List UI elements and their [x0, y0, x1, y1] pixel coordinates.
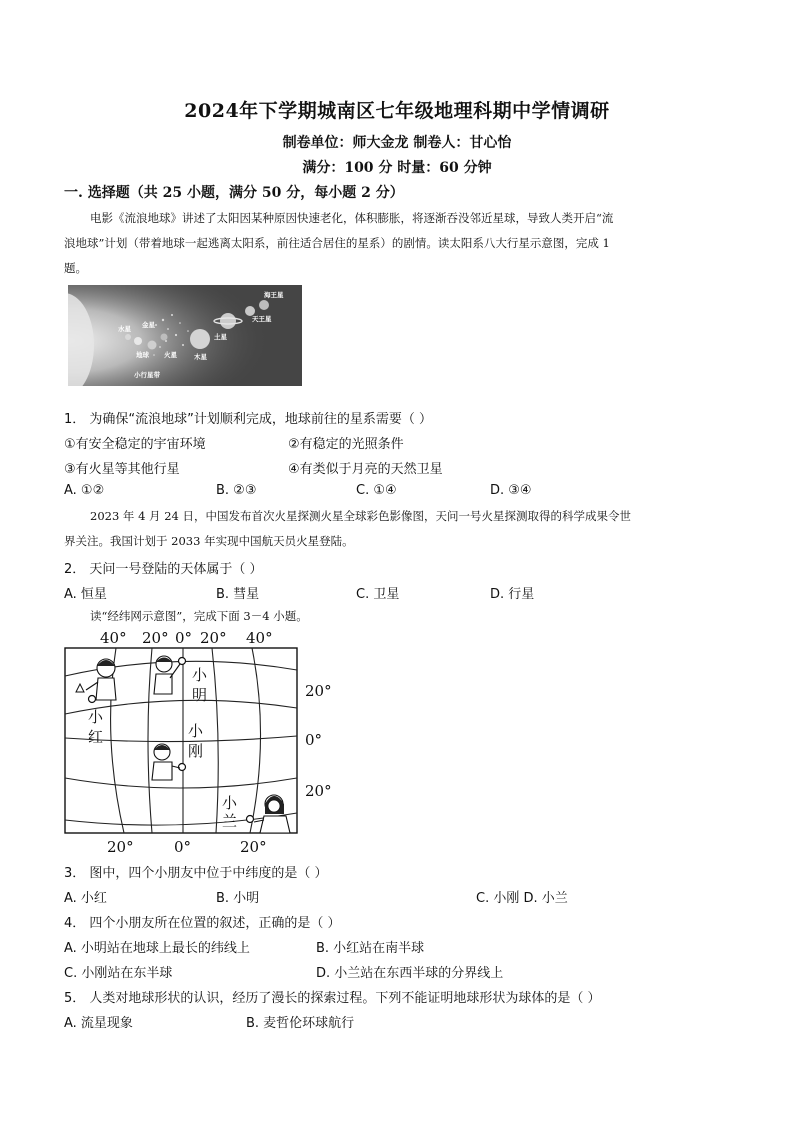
q3-option-b: B. 小明 — [216, 891, 260, 906]
q1-statement-3: ③有火星等其他行星 — [64, 462, 180, 477]
exam-title: 2024年下学期城南区七年级地理科期中学情调研 — [184, 100, 610, 122]
top-label-0: 0° — [175, 629, 193, 647]
q4-option-c: C. 小刚站在东半球 — [64, 966, 173, 981]
right-label-20n: 20° — [305, 682, 332, 700]
q4-option-b: B. 小红站在南半球 — [316, 941, 425, 956]
child-icon-xiaolan — [254, 795, 290, 833]
q1-option-a: A. ①② — [64, 483, 105, 498]
label-xiaogang-1: 小 — [188, 722, 204, 740]
top-label-20e: 20° — [200, 629, 227, 647]
marker-xiaohong — [89, 696, 96, 703]
sun-glow — [68, 285, 302, 386]
label-mars: 火星 — [164, 351, 177, 359]
label-xiaoming-2: 明 — [192, 686, 208, 704]
q1-statement-1: ①有安全稳定的宇宙环境 — [64, 437, 206, 452]
neptune-icon — [259, 300, 269, 310]
earth-icon — [148, 341, 157, 350]
label-neptune: 海王星 — [264, 291, 284, 299]
mercury-icon — [125, 334, 131, 340]
q3-stem: 3． 图中，四个小朋友中位于中纬度的是（ ） — [64, 866, 328, 881]
maker-line: 制卷单位：师大金龙 制卷人：甘心怡 — [282, 135, 512, 151]
q1-option-c: C. ①④ — [356, 483, 397, 498]
q1-statement-2: ②有稳定的光照条件 — [288, 437, 404, 452]
q2-stem: 2． 天问一号登陆的天体属于（ ） — [64, 562, 263, 577]
top-label-40e: 40° — [246, 629, 273, 647]
jupiter-icon — [190, 329, 210, 349]
q1-statement-4: ④有类似于月亮的天然卫星 — [288, 462, 443, 477]
bottom-label-0: 0° — [174, 838, 192, 856]
q2-option-c: C. 卫星 — [356, 587, 400, 602]
passage2-line1: 2023 年 4 月 24 日，中国发布首次火星探测火星全球彩色影像图，天问一号火星探测取得的科学成果令世 — [90, 509, 631, 523]
graticule-map — [62, 628, 347, 860]
label-xiaohong-2: 红 — [88, 728, 104, 746]
q2-option-b: B. 彗星 — [216, 587, 260, 602]
q1-option-b: B. ②③ — [216, 483, 257, 498]
score-line: 满分：100 分 时量：60 分钟 — [302, 160, 492, 176]
passage1-line2: 浪地球”计划（带着地球一起逃离太阳系，前往适合居住的星系）的剧情。读太阳系八大行星示意图，完成 1 — [64, 236, 610, 250]
top-label-40w: 40° — [100, 629, 127, 647]
child-icon-xiaohong — [76, 659, 116, 700]
mars-icon — [161, 334, 168, 341]
marker-xiaogang — [179, 764, 186, 771]
label-uranus: 天王星 — [252, 315, 272, 323]
top-label-20w: 20° — [142, 629, 169, 647]
q5-option-a: A. 流星现象 — [64, 1016, 133, 1031]
bottom-label-20e: 20° — [240, 838, 267, 856]
q4-stem: 4． 四个小朋友所在位置的叙述，正确的是（ ） — [64, 916, 341, 931]
marker-xiaoming — [179, 658, 186, 665]
q2-option-d: D. 行星 — [490, 587, 535, 602]
passage2-line2: 界关注。我国计划于 2033 年实现中国航天员火星登陆。 — [64, 534, 354, 548]
q5-option-b: B. 麦哲伦环球航行 — [246, 1016, 355, 1031]
q4-option-d: D. 小兰站在东西半球的分界线上 — [316, 966, 504, 981]
q1-option-d: D. ③④ — [490, 483, 532, 498]
q4-option-a: A. 小明站在地球上最长的纬线上 — [64, 941, 250, 956]
q1-stem: 1． 为确保“流浪地球”计划顺利完成，地球前往的星系需要（ ） — [64, 412, 433, 427]
passage1-line3: 题。 — [64, 261, 87, 275]
label-venus: 金星 — [142, 321, 155, 329]
label-asteroid-belt: 小行星带 — [134, 371, 160, 379]
right-label-20s: 20° — [305, 782, 332, 800]
venus-icon — [134, 337, 142, 345]
marker-xiaolan — [247, 816, 254, 823]
label-xiaolan-1: 小 — [222, 794, 238, 812]
label-xiaogang-2: 刚 — [188, 742, 204, 760]
passage1-line1: 电影《流浪地球》讲述了太阳因某种原因快速老化，体积膨胀，将逐渐吞没邻近星球，导致人类开启“流 — [90, 211, 614, 225]
bottom-label-20w: 20° — [107, 838, 134, 856]
passage3-line1: 读“经纬网示意图”，完成下面 3－4 小题。 — [90, 609, 308, 623]
label-saturn: 土星 — [214, 333, 227, 341]
label-xiaoming-1: 小 — [192, 666, 208, 684]
q3-option-cd: C. 小刚 D. 小兰 — [476, 891, 568, 906]
q3-option-a: A. 小红 — [64, 891, 107, 906]
child-icon-xiaogang — [152, 744, 180, 780]
right-label-0: 0° — [305, 731, 323, 749]
section-title: 一. 选择题（共 25 小题，满分 50 分，每小题 2 分） — [64, 185, 404, 201]
label-earth: 地球 — [136, 351, 149, 359]
solar-system-figure — [68, 285, 302, 386]
label-xiaohong-1: 小 — [88, 708, 104, 726]
q5-stem: 5． 人类对地球形状的认识，经历了漫长的探索过程。下列不能证明地球形状为球体的是（ ） — [64, 991, 601, 1006]
label-mercury: 水星 — [118, 325, 131, 333]
q2-option-a: A. 恒星 — [64, 587, 107, 602]
label-xiaolan-2: 兰 — [222, 812, 238, 830]
label-jupiter: 木星 — [194, 353, 207, 361]
